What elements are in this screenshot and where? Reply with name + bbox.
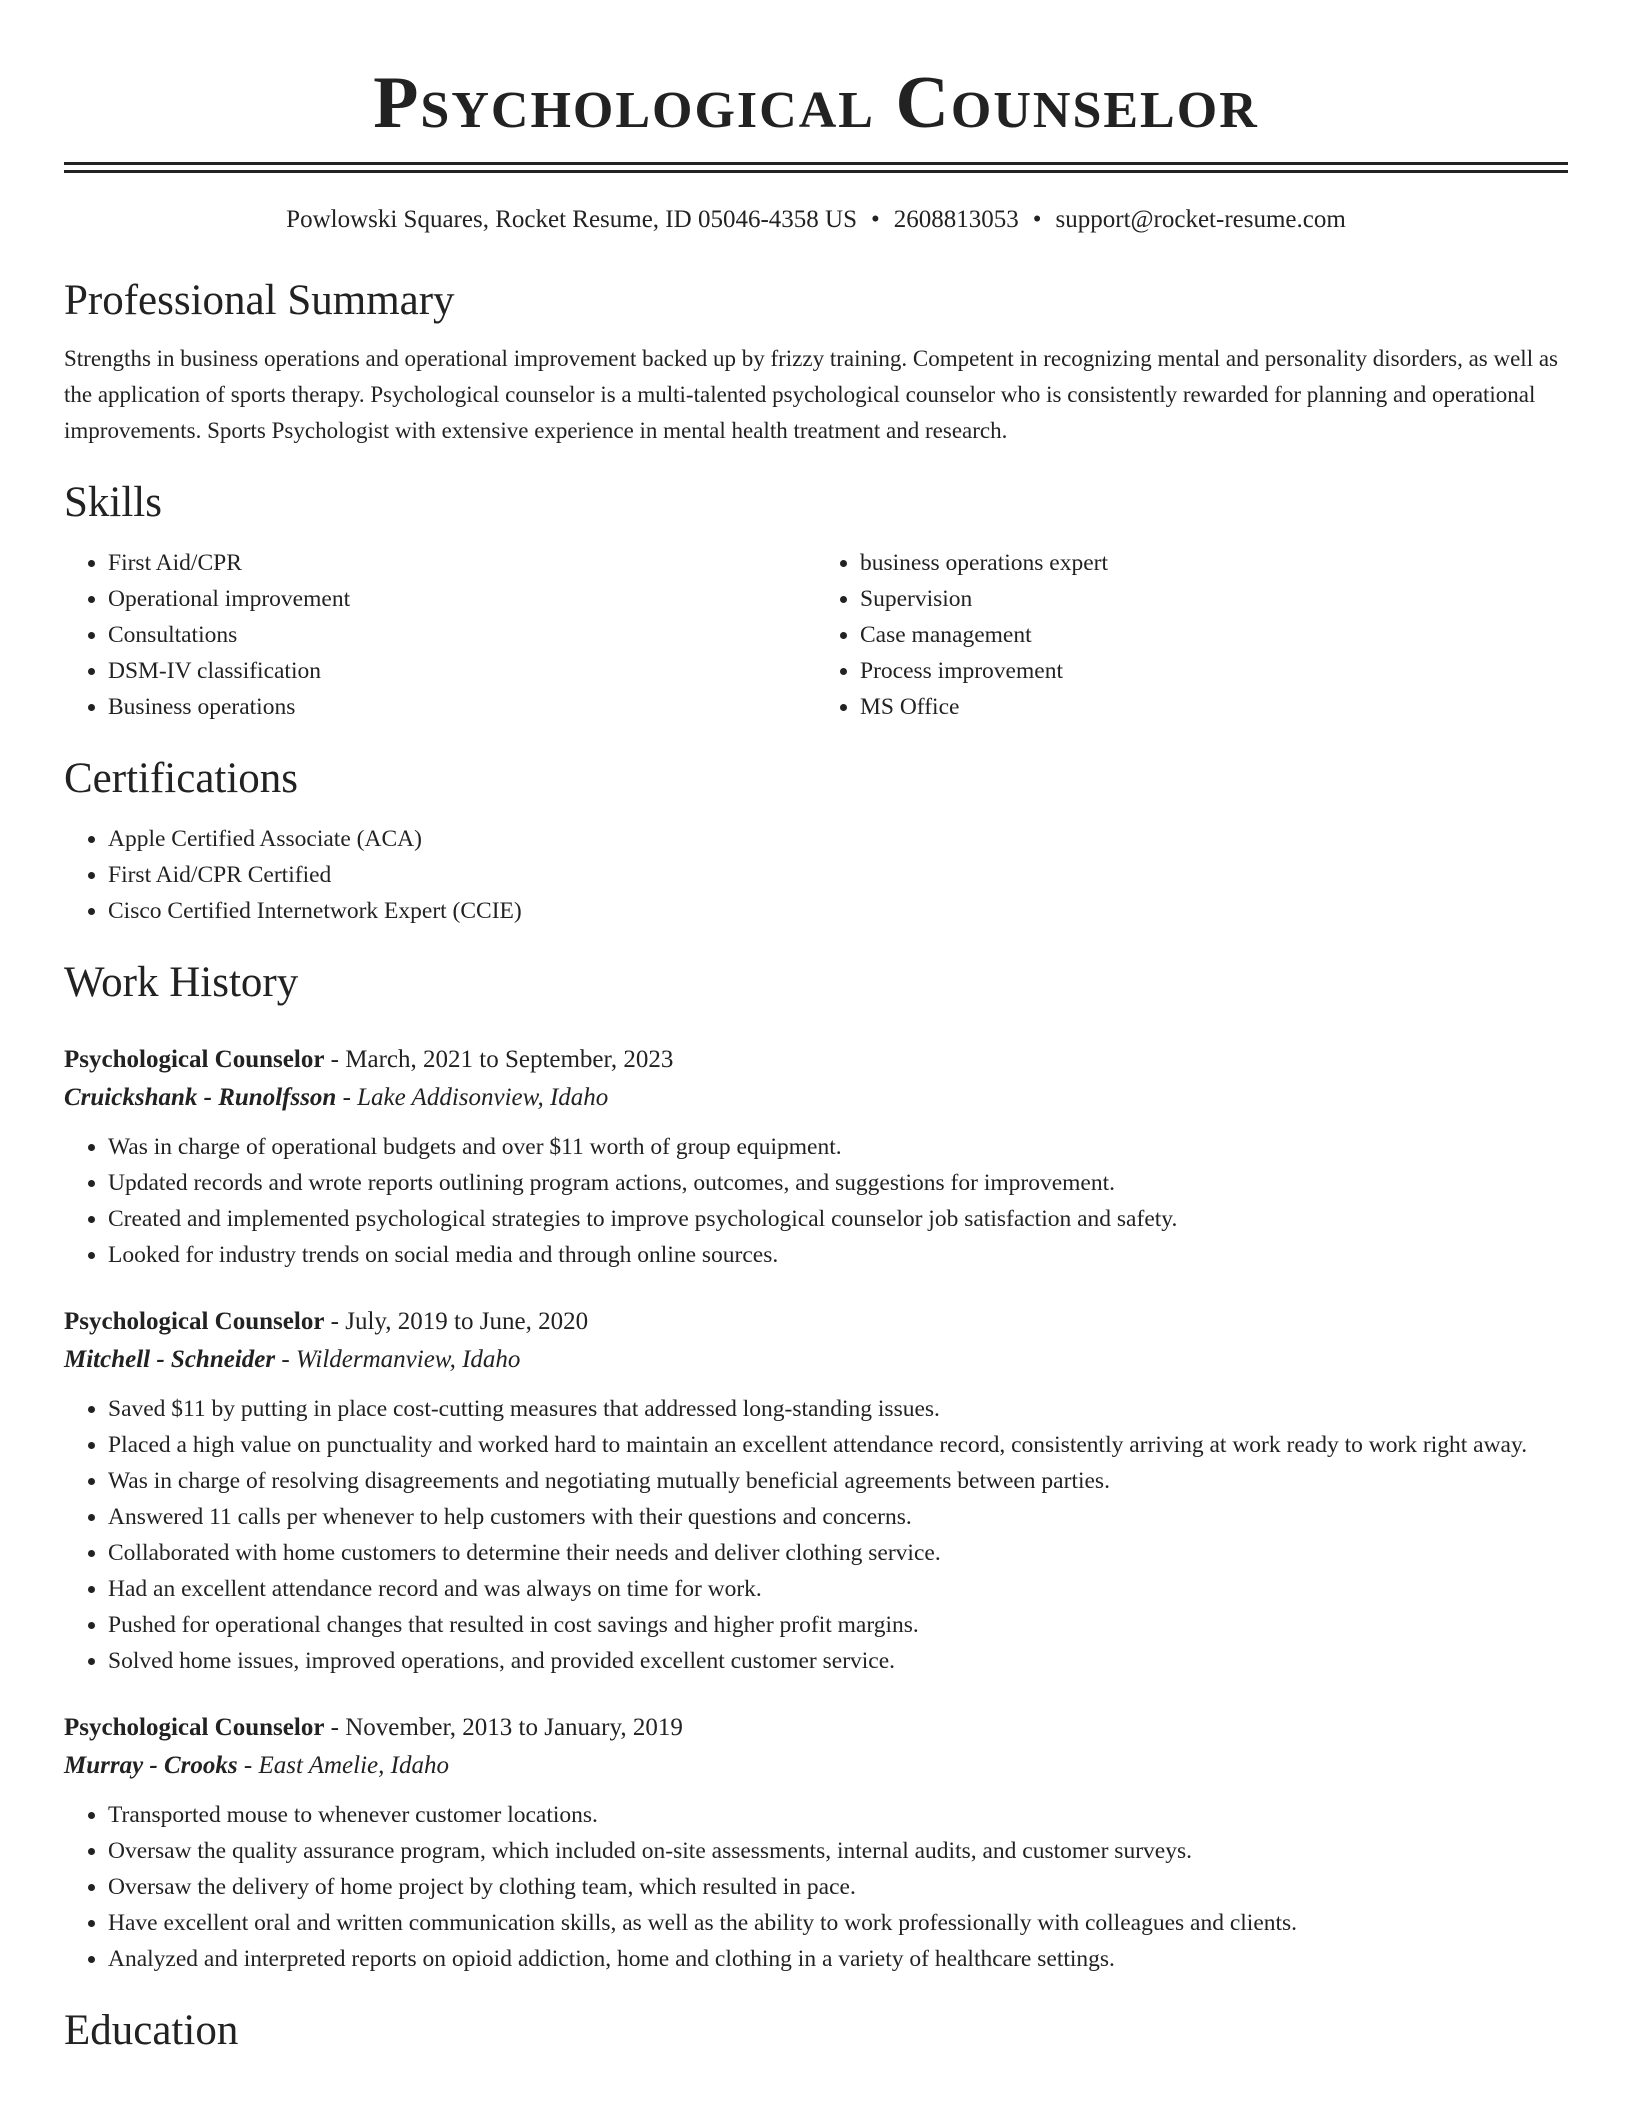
job-location: - Lake Addisonview, Idaho [336, 1084, 609, 1111]
skill-item: • DSM-IV classification [108, 653, 816, 689]
certification-item: • Apple Certified Associate (ACA) [108, 821, 1568, 857]
skill-item: • Business operations [108, 689, 816, 725]
job-dates: - July, 2019 to June, 2020 [324, 1308, 589, 1335]
skills-left-list [64, 545, 816, 725]
job-bullets [64, 1391, 1568, 1679]
job-bullets [64, 1129, 1568, 1273]
job-bullet: • Looked for industry trends on social media and through online sources. [108, 1237, 1568, 1273]
job-bullet: • Pushed for operational changes that resulted in cost savings and higher profit margins. [108, 1607, 1568, 1643]
job-entry [64, 1709, 1568, 1977]
skill-item: • First Aid/CPR [108, 545, 816, 581]
certification-item: • Cisco Certified Internetwork Expert (CCIE) [108, 893, 1568, 929]
contact-separator: • [1032, 206, 1042, 233]
job-company-line [64, 1341, 1568, 1379]
skills-right-list [816, 545, 1568, 725]
job-bullets [64, 1797, 1568, 1977]
job-bullet: • Was in charge of resolving disagreements and negotiating mutually beneficial agreements between parties. [108, 1463, 1568, 1499]
contact-address: Powlowski Squares, Rocket Resume, ID 05046-4358 US [286, 206, 857, 233]
job-bullet: • Updated records and wrote reports outlining program actions, outcomes, and suggestions for improvement. [108, 1165, 1568, 1201]
contact-line [64, 203, 1568, 237]
job-bullet: • Analyzed and interpreted reports on opioid addiction, home and clothing in a variety of healthcare settings. [108, 1941, 1568, 1977]
job-location: - Wildermanview, Idaho [275, 1346, 521, 1373]
job-company: Murray - Crooks [64, 1752, 238, 1779]
job-dates: - March, 2021 to September, 2023 [324, 1046, 674, 1073]
contact-phone: 2608813053 [893, 206, 1019, 233]
skill-item: • business operations expert [860, 545, 1568, 581]
certifications-heading: Certifications [64, 755, 299, 802]
job-company: Cruickshank - Runolfsson [64, 1084, 337, 1111]
job-company-line [64, 1747, 1568, 1785]
summary-heading: Professional Summary [64, 277, 455, 324]
job-bullet: • Collaborated with home customers to determine their needs and deliver clothing service. [108, 1535, 1568, 1571]
job-bullet: • Answered 11 calls per whenever to help customers with their questions and concerns. [108, 1499, 1568, 1535]
resume-name: Psychological Counselor [373, 62, 1259, 144]
job-role: Psychological Counselor [64, 1046, 325, 1073]
job-bullet: • Saved $11 by putting in place cost-cutting measures that addressed long-standing issues. [108, 1391, 1568, 1427]
job-bullet: • Created and implemented psychological strategies to improve psychological counselor job satisfaction and safety. [108, 1201, 1568, 1237]
job-bullet: • Had an excellent attendance record and was always on time for work. [108, 1571, 1568, 1607]
skills-grid [64, 545, 1568, 725]
job-title-line [64, 1041, 1568, 1079]
skill-item: • Operational improvement [108, 581, 816, 617]
certification-item: • First Aid/CPR Certified [108, 857, 1568, 893]
job-company-line [64, 1079, 1568, 1117]
job-bullet: • Solved home issues, improved operations, and provided excellent customer service. [108, 1643, 1568, 1679]
job-entry [64, 1041, 1568, 1273]
job-role: Psychological Counselor [64, 1308, 325, 1335]
job-bullet: • Oversaw the quality assurance program, which included on-site assessments, internal audits, and customer surveys. [108, 1833, 1568, 1869]
job-title-line [64, 1303, 1568, 1341]
job-dates: - November, 2013 to January, 2019 [324, 1714, 683, 1741]
resume-page [64, 0, 1568, 2059]
skill-item: • Case management [860, 617, 1568, 653]
job-company: Mitchell - Schneider [64, 1346, 276, 1373]
skill-item: • Process improvement [860, 653, 1568, 689]
job-location: - East Amelie, Idaho [237, 1752, 449, 1779]
contact-separator: • [870, 206, 880, 233]
job-bullet: • Transported mouse to whenever customer locations. [108, 1797, 1568, 1833]
education-heading: Education [64, 2007, 239, 2054]
job-title-line [64, 1709, 1568, 1747]
contact-email: support@rocket-resume.com [1055, 206, 1346, 233]
job-entry [64, 1303, 1568, 1679]
skill-item: • Supervision [860, 581, 1568, 617]
job-role: Psychological Counselor [64, 1714, 325, 1741]
job-bullet: • Placed a high value on punctuality and worked hard to maintain an excellent attendance record, consistently arriving at work ready to work right away. [108, 1427, 1568, 1463]
certifications-list [64, 821, 1568, 929]
job-bullet: • Oversaw the delivery of home project by clothing team, which resulted in pace. [108, 1869, 1568, 1905]
skill-item: • MS Office [860, 689, 1568, 725]
job-bullet: • Was in charge of operational budgets and over $11 worth of group equipment. [108, 1129, 1568, 1165]
work-history-heading: Work History [64, 959, 299, 1006]
skills-heading: Skills [64, 479, 162, 526]
job-bullet: • Have excellent oral and written communication skills, as well as the ability to work professionally with colleagues and clients. [108, 1905, 1568, 1941]
header-double-rule [64, 162, 1568, 173]
summary-text: Strengths in business operations and operational improvement backed up by frizzy training. Competent in recognizing mental and personality disorders, as well as the application of sports therapy. Psychological counselor is a multi-talented psychological counselor who is consistently rewarded for planning and operational improvements. Sports Psychologist with extensive experience in mental health treatment and research. [64, 346, 1558, 443]
skill-item: • Consultations [108, 617, 816, 653]
